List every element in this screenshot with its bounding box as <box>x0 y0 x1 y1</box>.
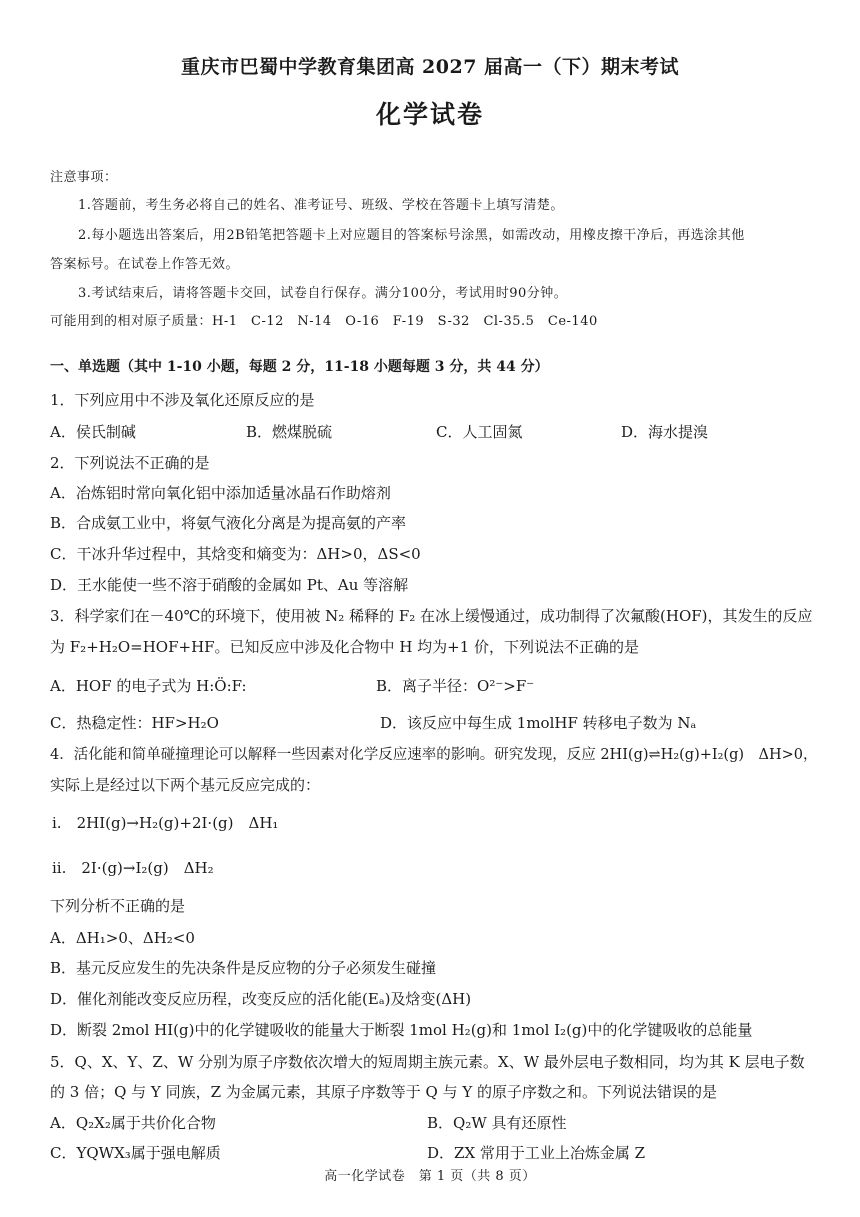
exam-title: 重庆市巴蜀中学教育集团高 2027 届高一（下）期末考试 <box>180 56 680 78</box>
q2-option-b: B．合成氨工业中，将氨气液化分离是为提高氨的产率 <box>50 514 407 532</box>
q1-option-b: B．燃煤脱硫 <box>246 423 333 441</box>
q1-option-c: C．人工固氮 <box>436 423 523 441</box>
question-2-stem: 2．下列说法不正确的是 <box>50 454 210 472</box>
question-3-stem-cont: 为 F₂+H₂O=HOF+HF。已知反应中涉及化合物中 H 均为+1 价，下列说法不正确的是 <box>50 638 640 656</box>
q4-option-d: D．断裂 2mol HI(g)中的化学键吸收的能量大于断裂 1mol H₂(g)和 1mol I₂(g)中的化学键吸收的总能量 <box>50 1021 753 1039</box>
q5-option-a: A．Q₂X₂属于共价化合物 <box>50 1114 216 1132</box>
question-4-stem-cont: 实际上是经过以下两个基元反应完成的： <box>50 776 321 794</box>
q3-option-d: D．该反应中每生成 1molHF 转移电子数为 Nₐ <box>380 714 697 732</box>
question-5-stem-cont: 的 3 倍；Q 与 Y 同族，Z 为金属元素，其原子序数等于 Q 与 Y 的原子序数之和。下列说法错误的是 <box>50 1083 718 1101</box>
q4-elementary-step-2: ii. 2I·(g)→I₂(g) ΔH₂ <box>52 859 214 877</box>
q3-option-b: B．离子半径：O²⁻>F⁻ <box>376 677 535 695</box>
section-heading: 一、单选题（其中 1-10 小题，每题 2 分，11-18 小题每题 3 分，共 44 分） <box>50 359 549 375</box>
q4-elementary-step-1: i. 2HI(g)→H₂(g)+2I·(g) ΔH₁ <box>52 814 279 832</box>
q2-option-c: C．干冰升华过程中，其焓变和熵变为：ΔH>0，ΔS<0 <box>50 545 421 563</box>
q4-option-a: A．ΔH₁>0、ΔH₂<0 <box>50 929 195 947</box>
q2-option-d: D．王水能使一些不溶于硝酸的金属如 Pt、Au 等溶解 <box>50 576 409 594</box>
q5-option-d: D．ZX 常用于工业上冶炼金属 Z <box>427 1144 646 1162</box>
notice-heading: 注意事项： <box>50 170 118 185</box>
q5-option-c: C．YQWX₃属于强电解质 <box>50 1144 221 1162</box>
notice-item-1: 1.答题前，考生务必将自己的姓名、准考证号、班级、学校在答题卡上填写清楚。 <box>78 198 564 213</box>
q4-option-b: B．基元反应发生的先决条件是反应物的分子必须发生碰撞 <box>50 959 437 977</box>
notice-item-2-cont: 答案标号。在试卷上作答无效。 <box>50 257 240 272</box>
page-footer: 高一化学试卷 第 1 页（共 8 页） <box>324 1169 536 1184</box>
subject-title: 化学试卷 <box>375 100 484 129</box>
atomic-masses: 可能用到的相对原子质量：H-1 C-12 N-14 O-16 F-19 S-32 Cl-35.5 Ce-140 <box>50 314 598 329</box>
question-3-stem: 3．科学家们在－40℃的环境下，使用被 N₂ 稀释的 F₂ 在冰上缓慢通过，成功制得了次氟酸(HOF)，其发生的反应 <box>50 607 813 625</box>
q3-option-c: C．热稳定性：HF>H₂O <box>50 714 219 732</box>
question-4-ask: 下列分析不正确的是 <box>50 897 186 915</box>
q5-option-b: B．Q₂W 具有还原性 <box>427 1114 567 1132</box>
question-1-stem: 1．下列应用中不涉及氧化还原反应的是 <box>50 391 315 409</box>
question-4-stem: 4．活化能和简单碰撞理论可以解释一些因素对化学反应速率的影响。研究发现，反应 2HI(g)⇌H₂(g)+I₂(g) ΔH>0， <box>50 747 818 763</box>
question-5-stem: 5．Q、X、Y、Z、W 分别为原子序数依次增大的短周期主族元素。X、W 最外层电子数相同，均为其 K 层电子数 <box>50 1053 805 1071</box>
notice-item-2: 2.每小题选出答案后，用2B铅笔把答题卡上对应题目的答案标号涂黑，如需改动，用橡皮擦干净后，再选涂其他 <box>78 228 745 243</box>
q4-option-c: D．催化剂能改变反应历程，改变反应的活化能(Eₐ)及焓变(ΔH) <box>50 990 472 1008</box>
q2-option-a: A．冶炼铝时常向氧化铝中添加适量冰晶石作助熔剂 <box>50 484 391 502</box>
notice-item-3: 3.考试结束后，请将答题卡交回，试卷自行保存。满分100分，考试用时90分钟。 <box>78 286 568 301</box>
q1-option-d: D．海水提溴 <box>621 423 709 441</box>
q1-option-a: A．侯氏制碱 <box>50 423 136 441</box>
q3-option-a: A．HOF 的电子式为 H:Ö:F: <box>50 677 247 695</box>
